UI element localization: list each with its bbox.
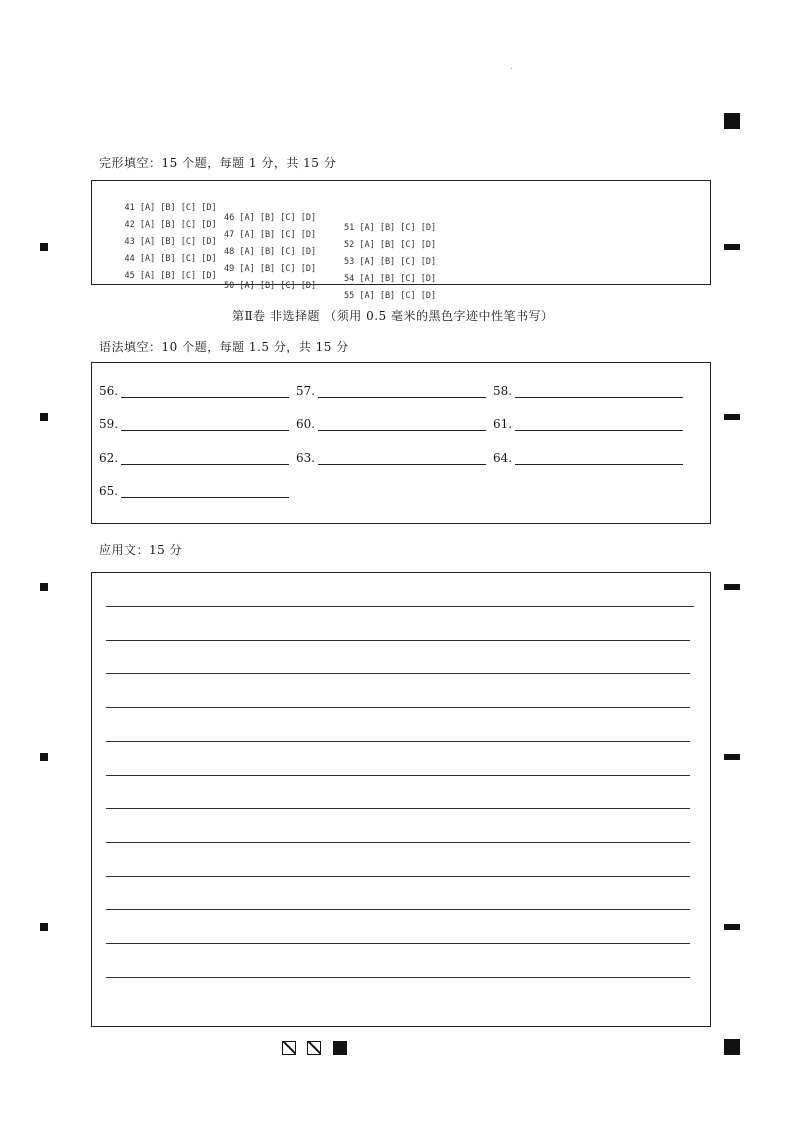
item-number: 65.	[99, 484, 119, 498]
cloze-option-51[interactable]: 51 [A] [B] [C] [D]	[344, 223, 437, 233]
writing-line	[106, 909, 690, 910]
cloze-option-55[interactable]: 55 [A] [B] [C] [D]	[344, 291, 437, 301]
cloze-option-42[interactable]: 42 [A] [B] [C] [D]	[124, 220, 217, 230]
cloze-option-52[interactable]: 52 [A] [B] [C] [D]	[344, 240, 437, 250]
writing-line	[106, 842, 690, 843]
cloze-answer-box	[91, 180, 711, 301]
timing-mark-right-4	[724, 754, 740, 760]
cloze-title: 完形填空：15 个题，每题 1 分，共 15 分	[99, 156, 337, 170]
writing-line	[106, 673, 690, 674]
timing-mark-right-3	[724, 584, 740, 590]
writing-line	[106, 606, 694, 607]
item-number: 59.	[99, 417, 119, 431]
crossed-box-icon	[307, 1041, 321, 1055]
answer-line[interactable]	[318, 430, 486, 431]
answer-line[interactable]	[515, 397, 683, 398]
timing-mark-right-2	[724, 414, 740, 420]
cloze-option-43[interactable]: 43 [A] [B] [C] [D]	[124, 237, 217, 247]
timing-mark-left-3	[40, 583, 48, 591]
answer-line[interactable]	[121, 430, 289, 431]
cloze-option-46[interactable]: 46 [A] [B] [C] [D]	[224, 213, 317, 223]
timing-mark-right-5	[724, 924, 740, 930]
answer-line[interactable]	[121, 464, 289, 465]
answer-line[interactable]	[318, 464, 486, 465]
writing-line	[106, 808, 690, 809]
item-number: 60.	[296, 417, 316, 431]
item-number: 63.	[296, 451, 316, 465]
grammar-title: 语法填空：10 个题，每题 1.5 分，共 15 分	[99, 340, 349, 354]
speck	[511, 68, 512, 69]
writing-line	[106, 876, 690, 877]
corner-marker-top-right	[724, 113, 740, 129]
timing-mark-right-1	[724, 244, 740, 250]
answer-line[interactable]	[515, 464, 683, 465]
item-number: 56.	[99, 384, 119, 398]
writing-line	[106, 977, 690, 978]
corner-marker-bottom-right	[724, 1039, 740, 1055]
cloze-option-48[interactable]: 48 [A] [B] [C] [D]	[224, 247, 317, 257]
timing-mark-left-1	[40, 243, 48, 251]
cloze-option-50[interactable]: 50 [A] [B] [C] [D]	[224, 281, 317, 291]
cloze-option-45[interactable]: 45 [A] [B] [C] [D]	[124, 271, 217, 281]
cloze-option-41[interactable]: 41 [A] [B] [C] [D]	[124, 203, 217, 213]
item-number: 64.	[493, 451, 513, 465]
writing-title: 应用文：15 分	[99, 543, 183, 557]
timing-mark-left-4	[40, 753, 48, 761]
grammar-answer-box	[91, 362, 711, 524]
cloze-option-53[interactable]: 53 [A] [B] [C] [D]	[344, 257, 437, 267]
item-number: 58.	[493, 384, 513, 398]
filled-square-icon	[333, 1041, 347, 1055]
cloze-option-54[interactable]: 54 [A] [B] [C] [D]	[344, 274, 437, 284]
answer-line[interactable]	[121, 497, 289, 498]
cloze-option-47[interactable]: 47 [A] [B] [C] [D]	[224, 230, 317, 240]
writing-line	[106, 943, 690, 944]
writing-line	[106, 707, 690, 708]
item-number: 62.	[99, 451, 119, 465]
cloze-option-44[interactable]: 44 [A] [B] [C] [D]	[124, 254, 217, 264]
item-number: 57.	[296, 384, 316, 398]
answer-line[interactable]	[515, 430, 683, 431]
timing-mark-left-2	[40, 413, 48, 421]
cloze-option-49[interactable]: 49 [A] [B] [C] [D]	[224, 264, 317, 274]
answer-line[interactable]	[318, 397, 486, 398]
item-number: 61.	[493, 417, 513, 431]
crossed-box-icon	[282, 1041, 296, 1055]
writing-line	[106, 741, 690, 742]
writing-line	[106, 640, 690, 641]
section-2-title: 第Ⅱ卷 非选择题 （须用 0.5 毫米的黑色字迹中性笔书写）	[232, 309, 554, 323]
writing-answer-box[interactable]	[91, 572, 711, 1027]
timing-mark-left-5	[40, 923, 48, 931]
answer-line[interactable]	[121, 397, 289, 398]
writing-line	[106, 775, 690, 776]
